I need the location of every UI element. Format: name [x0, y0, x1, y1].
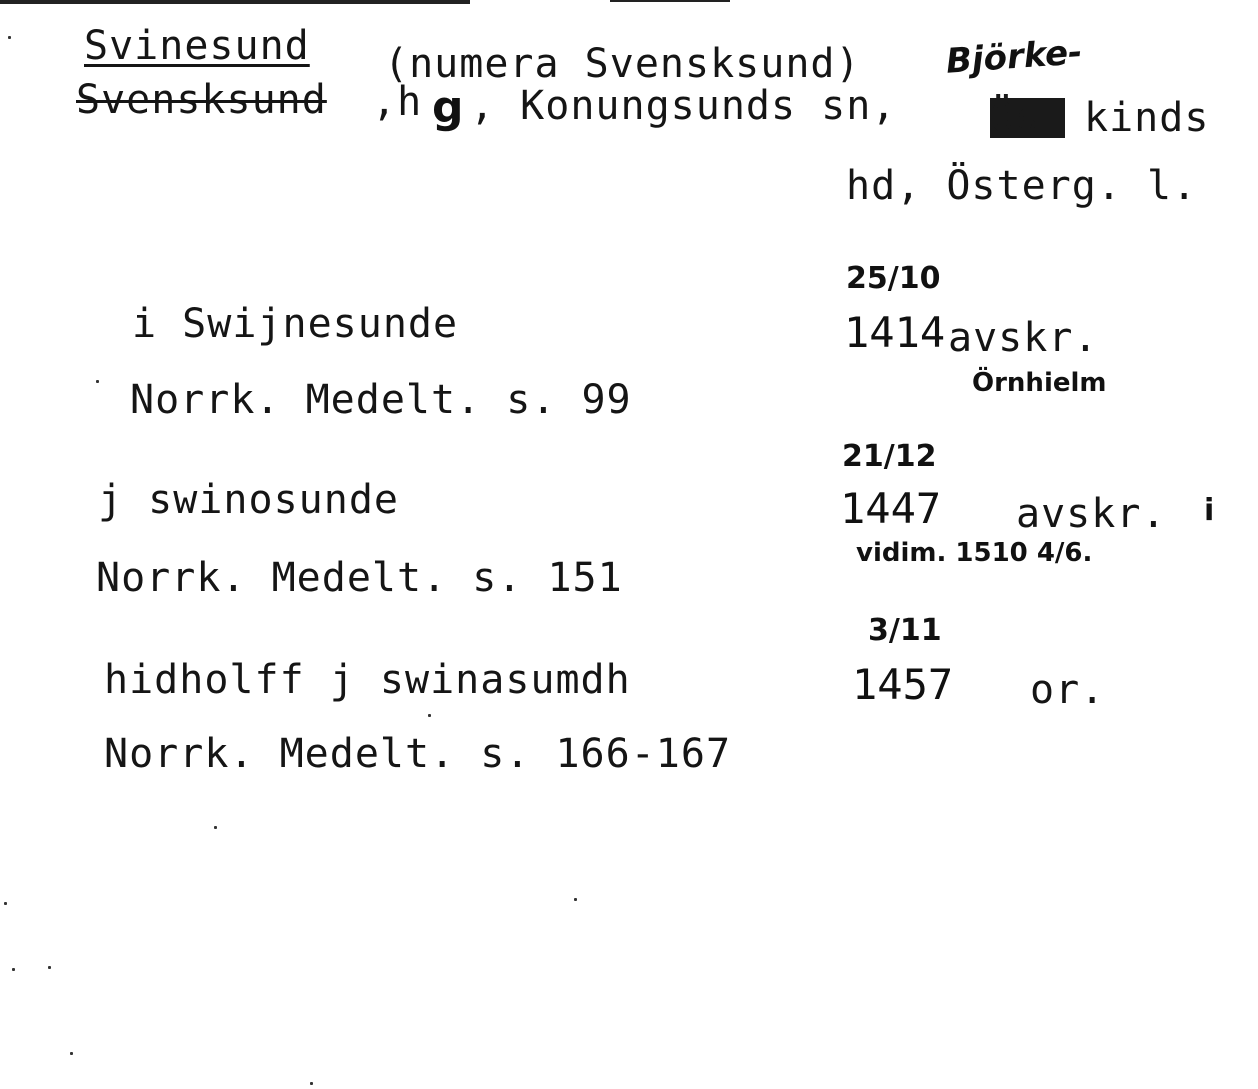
entry-3-year: 1457: [852, 660, 954, 709]
entry-2-note: vidim. 1510 4/6.: [856, 538, 1093, 568]
scan-speck: [12, 968, 15, 971]
entry-1-note: Örnhielm: [972, 368, 1107, 398]
scan-speck: [428, 714, 431, 717]
place-name: Svinesund: [84, 23, 310, 69]
district-tail: kinds: [1084, 95, 1210, 141]
place-name-note: (numera Svensksund): [384, 41, 861, 87]
entry-2-date: 21/12: [842, 439, 937, 474]
entry-1-source: Norrk. Medelt. s. 99: [130, 377, 632, 423]
struck-name: Svensksund: [76, 77, 327, 123]
entry-2-form: j swinosunde: [98, 477, 399, 523]
comma-h: ,h: [372, 79, 423, 125]
hundred-county: hd, Österg. l.: [846, 163, 1198, 209]
scan-speck: [96, 380, 99, 383]
entry-1-date: 25/10: [846, 261, 941, 296]
scan-edge-mark: [610, 0, 730, 2]
scan-speck: [310, 1082, 313, 1085]
handwritten-name: Björke-: [944, 32, 1084, 82]
entry-2-year: 1447: [840, 484, 942, 533]
entry-3-type: or.: [1030, 667, 1106, 713]
entry-2-type-suffix: i: [1204, 493, 1215, 528]
entry-1-year: 1414: [844, 308, 946, 357]
entry-2-type: avskr.: [1016, 491, 1167, 537]
struck-prefix: Öst: [990, 95, 1066, 141]
parish: , Konungsunds sn,: [470, 83, 897, 129]
entry-2-source: Norrk. Medelt. s. 151: [96, 555, 623, 601]
entry-3-date: 3/11: [868, 613, 942, 648]
scan-speck: [4, 902, 7, 905]
scan-speck: [70, 1052, 73, 1055]
entry-1-type: avskr.: [948, 315, 1099, 361]
scan-speck: [48, 966, 51, 969]
entry-1-form: i Swijnesunde: [132, 301, 459, 347]
handwritten-g: g: [432, 82, 464, 133]
scan-speck: [574, 898, 577, 901]
scan-speck: [8, 36, 11, 39]
entry-3-form: hidholff j swinasumdh: [104, 657, 631, 703]
entry-3-source: Norrk. Medelt. s. 166-167: [104, 731, 732, 777]
scan-speck: [214, 826, 217, 829]
scan-edge-mark: [0, 0, 470, 4]
